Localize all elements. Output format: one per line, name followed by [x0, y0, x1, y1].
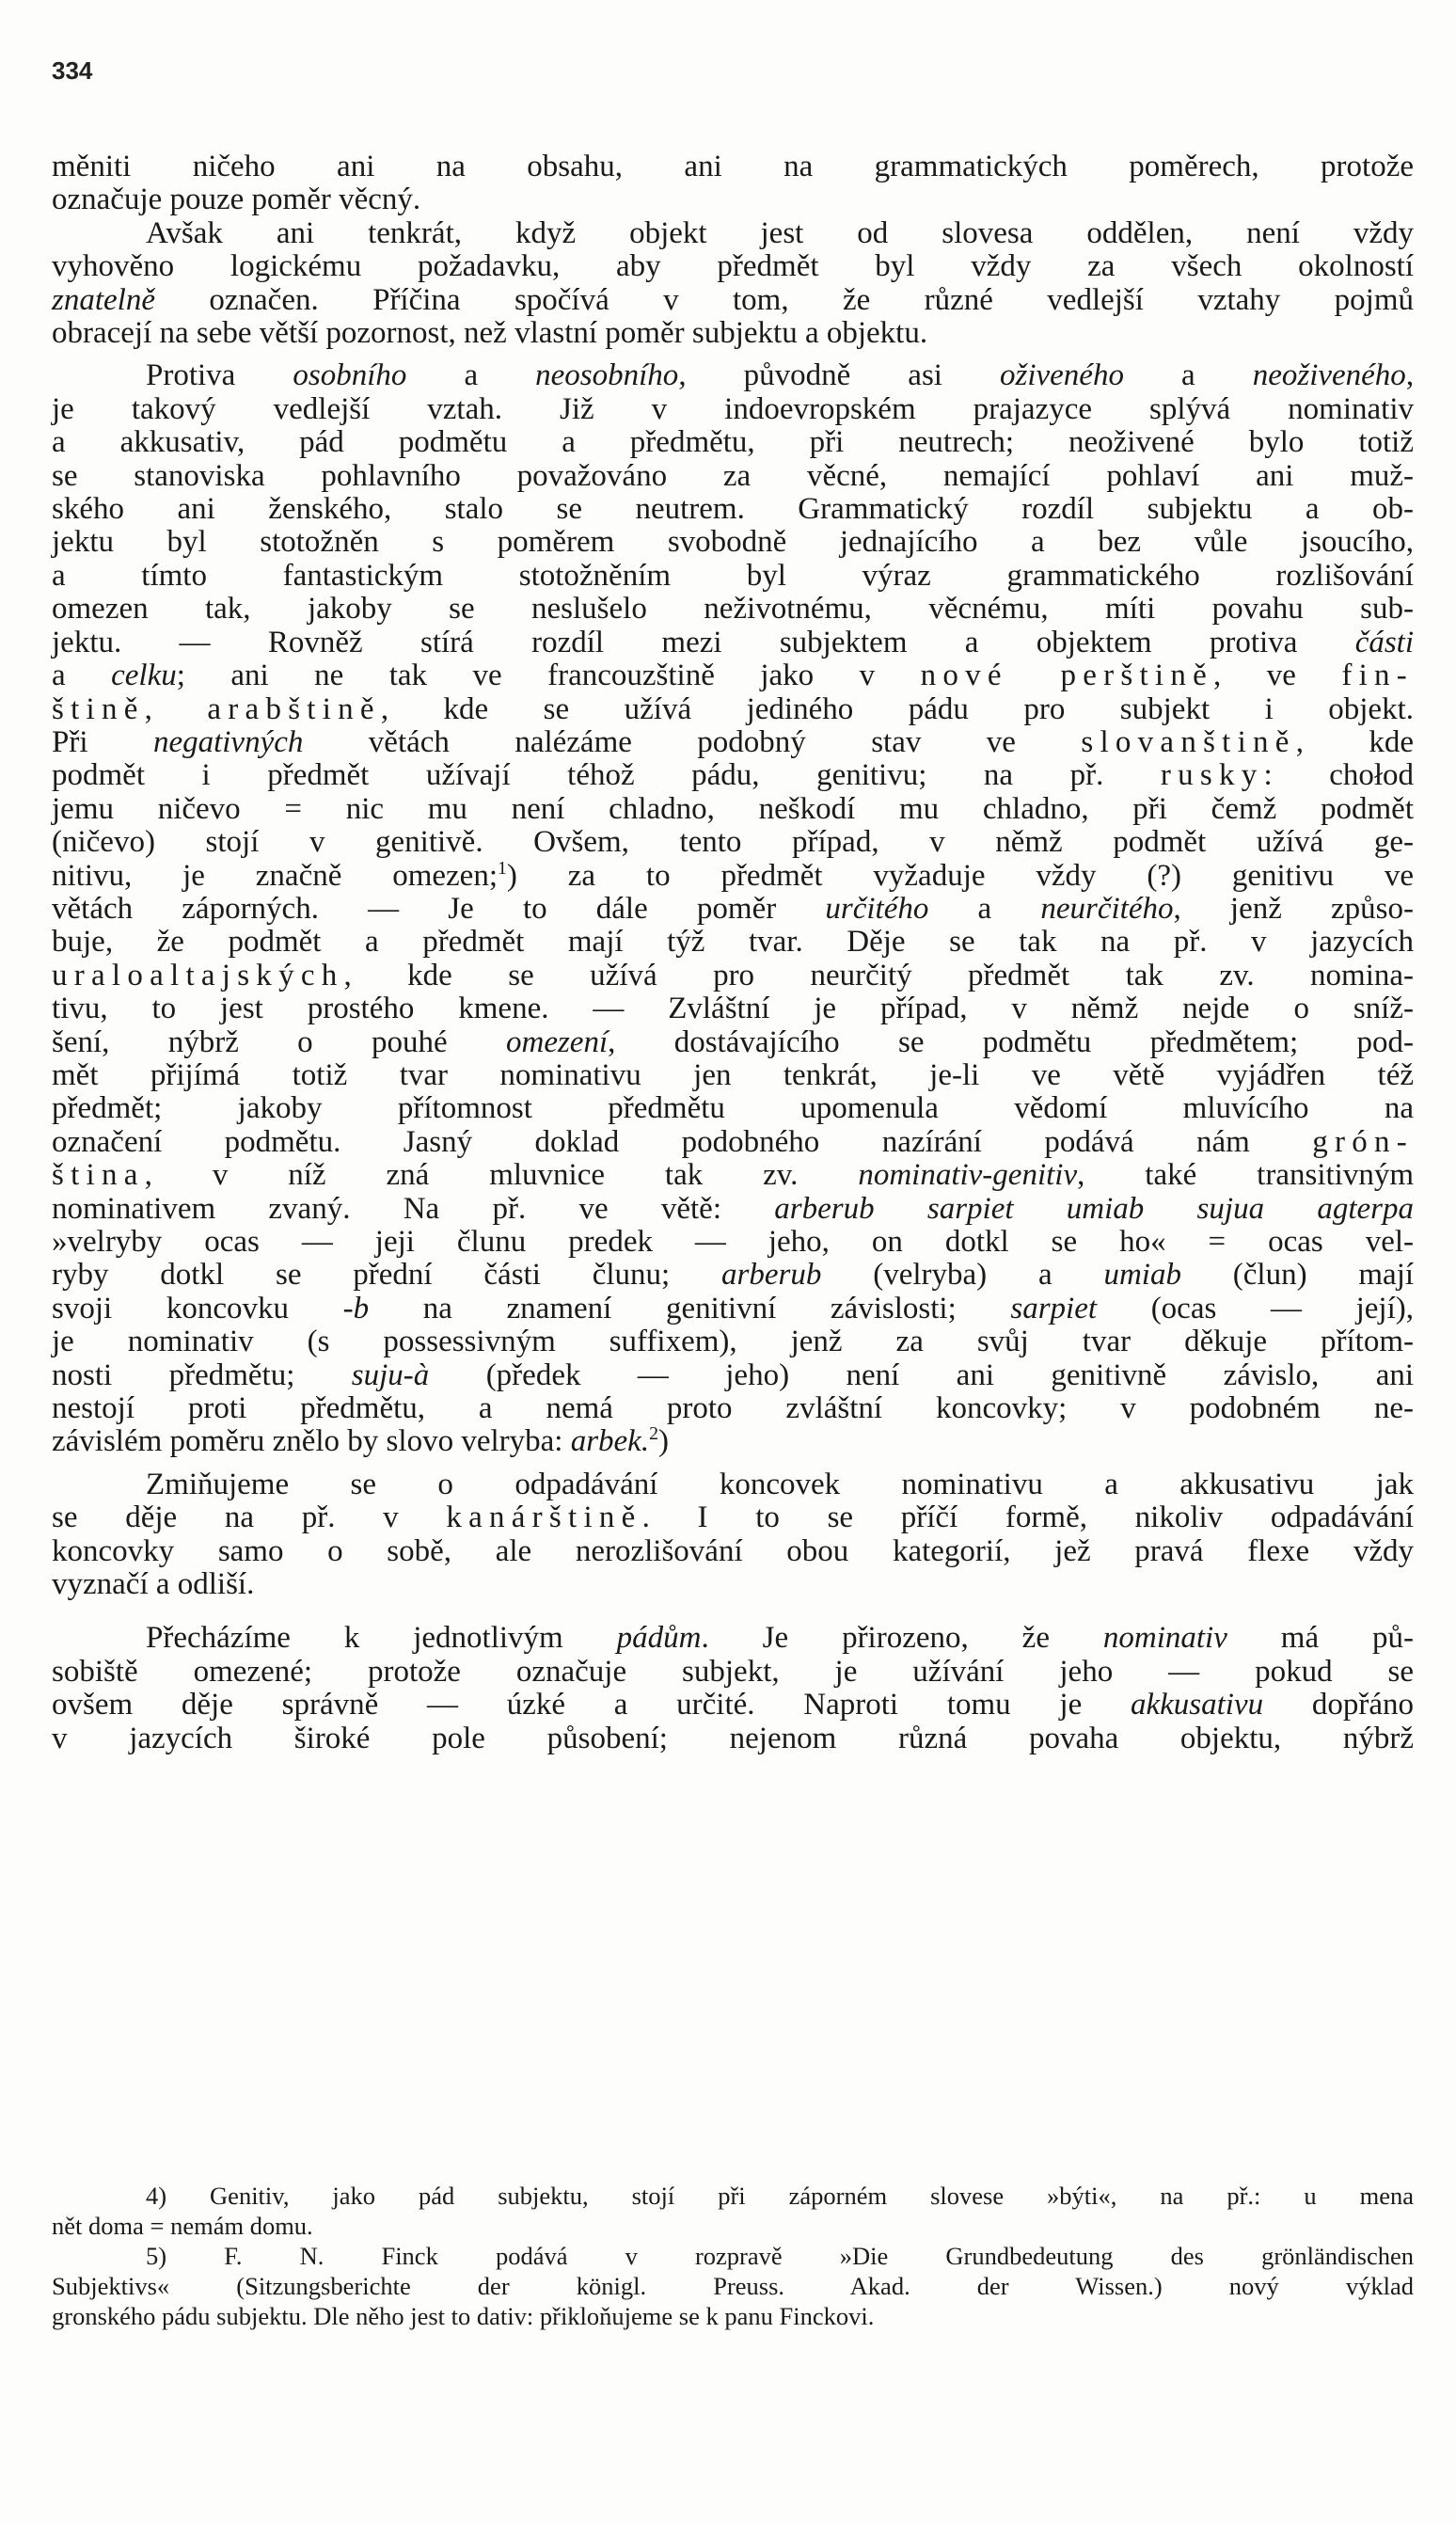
- text-line: tivu, to jest prostého kmene. — Zvláštní je případ, v němž nejde o sníž-: [52, 992, 1414, 1026]
- text-line: štině, arabštině, kde se užívá jediného pádu pro subjekt i objekt.: [52, 691, 1414, 726]
- text-line: vyhověno logickému požadavku, aby předmět byl vždy za všech okolností: [52, 249, 1414, 284]
- footnote: 4) Genitiv, jako pád subjektu, stojí při záporném slovese »býti«, na př.: u mena: [146, 2182, 1414, 2210]
- text-line: a tímto fantastickým stotožněním byl výraz grammatického rozlišování: [52, 558, 1414, 593]
- footnote: gronského pádu subjektu. Dle něho jest to dativ: přikloňujeme se k panu Finckovi.: [52, 2302, 875, 2330]
- footnotes: [52, 2181, 1414, 2331]
- text-line: měniti ničeho ani na obsahu, ani na grammatických poměrech, protože: [52, 150, 1414, 183]
- text-line: (ničevo) stojí v genitivě. Ovšem, tento případ, v němž podmět užívá ge-: [52, 825, 1414, 860]
- footnote: nět doma = nemám domu.: [52, 2212, 313, 2240]
- text-line: a akkusativ, pád podmětu a předmětu, při neutrech; neoživené bylo totiž: [52, 425, 1414, 460]
- text-line: šení, nýbrž o pouhé omezení, dostávajícího se podmětu předmětem; pod-: [52, 1024, 1414, 1059]
- text-line: předmět; jakoby přítomnost předmětu upomenula vědomí mluvícího na: [52, 1091, 1414, 1126]
- text-line: mět přijímá totiž tvar nominativu jen tenkrát, je-li ve větě vyjádřen též: [52, 1057, 1414, 1092]
- text-line: obracejí na sebe větší pozornost, než vlastní poměr subjektu a objektu.: [52, 316, 928, 351]
- text-line: Protiva osobního a neosobního, původně asi oživeného a neoživeného,: [146, 358, 1415, 393]
- text-line: je takový vedlejší vztah. Již v indoevropském prajazyce splývá nominativ: [52, 391, 1414, 426]
- italic-term: znatelně: [52, 282, 155, 317]
- text-line: koncovky samo o sobě, ale nerozlišování obou kategorií, jež pravá flexe vždy: [52, 1533, 1414, 1568]
- text-line: označuje pouze poměr věcný.: [52, 183, 421, 217]
- text-line: ského ani ženského, stalo se neutrem. Grammatický rozdíl subjektu a ob-: [52, 492, 1414, 527]
- text-line: uraloaltajských, kde se užívá pro neurčitý předmět tak zv. nomina-: [52, 958, 1414, 992]
- text-line: je nominativ (s possessivným suffixem), jenž za svůj tvar děkuje přítom-: [52, 1325, 1414, 1359]
- text-line: větách záporných. — Je to dále poměr určitého a neurčitého, jenž způso-: [52, 891, 1415, 926]
- text-line: sobiště omezené; protože označuje subjekt, je užívání jeho — pokud se: [52, 1654, 1414, 1689]
- text-line: se stanoviska pohlavního považováno za věcné, nemající pohlaví ani muž-: [52, 458, 1414, 493]
- text-line: Avšak ani tenkrát, když objekt jest od slovesa oddělen, není vždy: [146, 215, 1414, 250]
- text-line: se děje na př. v kanárštině. I to se příčí formě, nikoliv odpadávání: [52, 1500, 1414, 1535]
- text-line: nestojí proti předmětu, a nemá proto zvláštní koncovky; v podobném ne-: [52, 1391, 1414, 1426]
- footnote: Subjektivs« (Sitzungsberichte der königl. Preuss. Akad. der Wissen.) nový výklad: [52, 2272, 1414, 2300]
- text-line: podmět i předmět užívají téhož pádu, genitivu; na př. rusky: chołod: [52, 758, 1415, 793]
- text-line: svoji koncovku -b na znamení genitivní závislosti; sarpiet (ocas — její),: [52, 1291, 1414, 1325]
- text-line: ština, v níž zná mluvnice tak zv. nominativ-genitiv, také transitivným: [52, 1158, 1414, 1193]
- text-line: označení podmětu. Jasný doklad podobného nazírání podává nám grón-: [52, 1124, 1414, 1159]
- text-line: nominativem zvaný. Na př. ve větě: arberub sarpiet umiab sujua agterpa: [52, 1191, 1414, 1226]
- main-text: [52, 151, 1414, 1755]
- text-line: jektu byl stotožněn s poměrem svobodně jednajícího a bez vůle jsoucího,: [52, 525, 1414, 560]
- text-line: Při negativných větách nalézáme podobný stav ve slovanštině, kde: [52, 724, 1415, 759]
- text-line: znatelně označen. Příčina spočívá v tom, že různé vedlejší vztahy pojmů: [52, 282, 1414, 317]
- text-line: vyznačí a odliší.: [52, 1567, 255, 1602]
- text-line: Zmiňujeme se o odpadávání koncovek nominativu a akkusativu jak: [146, 1467, 1414, 1501]
- text-line: Přecházíme k jednotlivým pádům. Je přirozeno, že nominativ má pů-: [146, 1621, 1415, 1656]
- text-line: nitivu, je značně omezen;$^1$) za to předmět vyžaduje vždy (?) genitivu ve: [52, 857, 1415, 893]
- text-line: »velryby ocas — jeji člunu predek — jeho, on dotkl se ho« = ocas vel-: [52, 1225, 1414, 1259]
- text-line: omezen tak, jakoby se neslušelo neživotnému, věcnému, míti povahu sub-: [52, 592, 1414, 627]
- text-line: ovšem děje správně — úzké a určité. Naproti tomu je akkusativu dopřáno: [52, 1688, 1415, 1722]
- text-line: a celku; ani ne tak ve francouzštině jako v nové perštině, ve fin-: [52, 659, 1415, 693]
- text-line: nosti předmětu; suju-à (předek — jeho) není ani genitivně závislo, ani: [52, 1357, 1415, 1392]
- text-line: jektu. — Rovněž stírá rozdíl mezi subjektem a objektem protiva části: [52, 625, 1415, 659]
- text-line: buje, že podmět a předmět mají týž tvar. Děje se tak na př. v jazycích: [52, 925, 1414, 960]
- text-line: jemu ničevo = nic mu není chladno, neškodí mu chladno, při čemž podmět: [52, 791, 1414, 826]
- footnote-mark: 2: [649, 1423, 658, 1445]
- text-line: závislém poměru znělo by slovo velryba: arbek.$^2$): [52, 1423, 669, 1459]
- page-number: 334: [52, 56, 93, 85]
- text-line: v jazycích široké pole působení; nejenom různá povaha objektu, nýbrž: [52, 1721, 1414, 1755]
- footnote: 5) F. N. Finck podává v rozpravě »Die Grundbedeutung des grönländischen: [146, 2242, 1414, 2270]
- footnote-mark: 1: [498, 857, 507, 879]
- text-line: ryby dotkl se přední části člunu; arberub (velryba) a umiab (člun) mají: [52, 1258, 1415, 1293]
